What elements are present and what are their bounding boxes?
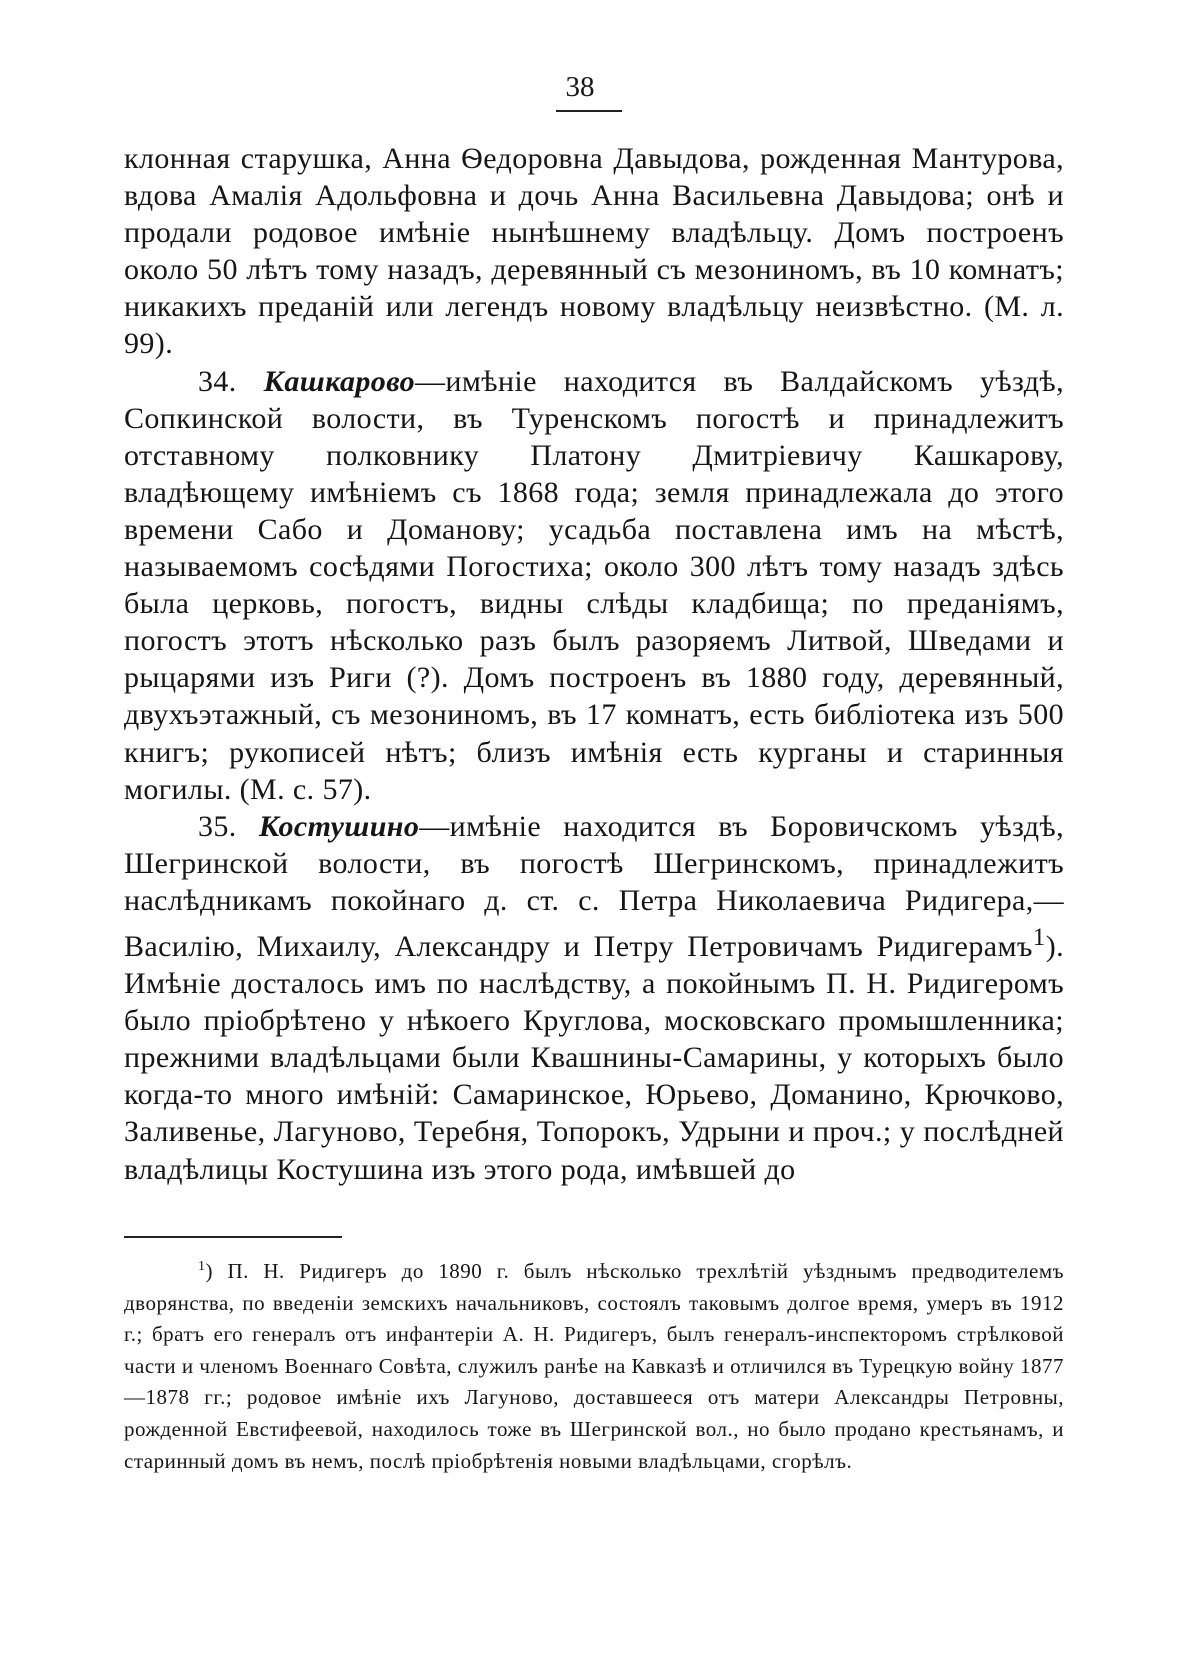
paragraph-text-continued: ). Имѣніе досталось имъ по наслѣдству, а покойнымъ П. Н. Ридигеромъ было пріобрѣтено у нѣкоего Круглова, московскаго промышленника; прежними владѣльцами были Квашнины-Самарины, у которыхъ было когда-то много имѣній: Самаринское, Юрьево, Доманино, Крючково, Заливенье, Лагуново, Теребня, Топорокъ, Удрыни и проч.; у послѣдней владѣлицы Костушина изъ этого рода, имѣвшей до bbox=[124, 929, 1064, 1186]
footnote-reference: 1 bbox=[1032, 923, 1046, 951]
page-number: 38 bbox=[565, 71, 595, 103]
paragraph-entry-34 bbox=[124, 363, 1064, 808]
paragraph-continuation bbox=[124, 140, 1064, 363]
paragraph-entry-35 bbox=[124, 808, 1064, 1188]
entry-number: 34. bbox=[198, 364, 237, 398]
page-number-underline bbox=[556, 110, 622, 112]
paragraph-text: клонная старушка, Анна Ѳедоровна Давыдова, рожденная Мантурова, вдова Амалія Адольфовна и дочь Анна Васильевна Давыдова; онѣ и продали родовое имѣніе нынѣшнему владѣльцу. Домъ построенъ около 50 лѣтъ тому назадъ, деревянный съ мезониномъ, въ 10 комнатъ; никакихъ преданій или легендъ новому владѣльцу неизвѣстно. (М. л. 99). bbox=[124, 142, 1064, 361]
paragraph-text: —имѣніе находится въ Валдайскомъ уѣздѣ, Сопкинской волости, въ Туренскомъ погостѣ и принадлежитъ отставному полковнику Платону Дмитріевичу Кашкарову, владѣющему имѣніемъ съ 1868 года; земля принадлежала до этого времени Сабо и Доманову; усадьба поставлена имъ на мѣстѣ, называемомъ сосѣдями Погостиха; около 300 лѣтъ тому назадъ здѣсь была церковь, погостъ, видны слѣды кладбища; по преданіямъ, погостъ этотъ нѣсколько разъ былъ разоряемъ Литвой, Шведами и рыцарями изъ Риги (?). Домъ построенъ въ 1880 году, деревянный, двухъэтажный, съ мезониномъ, въ 17 комнатъ, есть библіотека изъ 500 книгъ; рукописей нѣтъ; близъ имѣнія есть курганы и старинныя могилы. (М. с. 57). bbox=[124, 364, 1064, 806]
main-text bbox=[124, 140, 1064, 1188]
footnote-mark: 1 bbox=[198, 1259, 206, 1274]
estate-name: Костушино bbox=[258, 809, 420, 843]
footnote-text: ) П. Н. Ридигеръ до 1890 г. былъ нѣсколько трехлѣтій уѣзднымъ предводителемъ дворянства, по введеніи земскихъ начальниковъ, состоялъ таковымъ долгое время, умеръ въ 1912 г.; братъ его генералъ отъ инфантеріи А. Н. Ридигеръ, былъ генералъ-инспекторомъ стрѣлковой части и членомъ Военнаго Совѣта, служилъ ранѣе на Кавказѣ и отличился въ Турецкую войну 1877—1878 гг.; родовое имѣніе ихъ Лагуново, доставшееся отъ матери Александры Петровны, рожденной Евстифеевой, находилось тоже въ Шегринской вол., но было продано крестьянамъ, и старинный домъ въ немъ, послѣ пріобрѣтенія новыми владѣльцами, сгорѣлъ. bbox=[124, 1259, 1064, 1473]
footnote bbox=[124, 1256, 1064, 1477]
entry-number: 35. bbox=[198, 809, 237, 843]
footnote-separator bbox=[124, 1236, 342, 1238]
paragraph-text: —имѣніе находится въ Боровичскомъ уѣздѣ, Шегринской волости, въ погостѣ Шегринскомъ, принадлежитъ наслѣдникамъ покойнаго д. ст. с. Петра Николаевича Ридигера,—Василію, Михаилу, Александру и Петру Петровичамъ Ридигерамъ bbox=[124, 809, 1064, 963]
estate-name: Кашкарово bbox=[263, 364, 416, 398]
